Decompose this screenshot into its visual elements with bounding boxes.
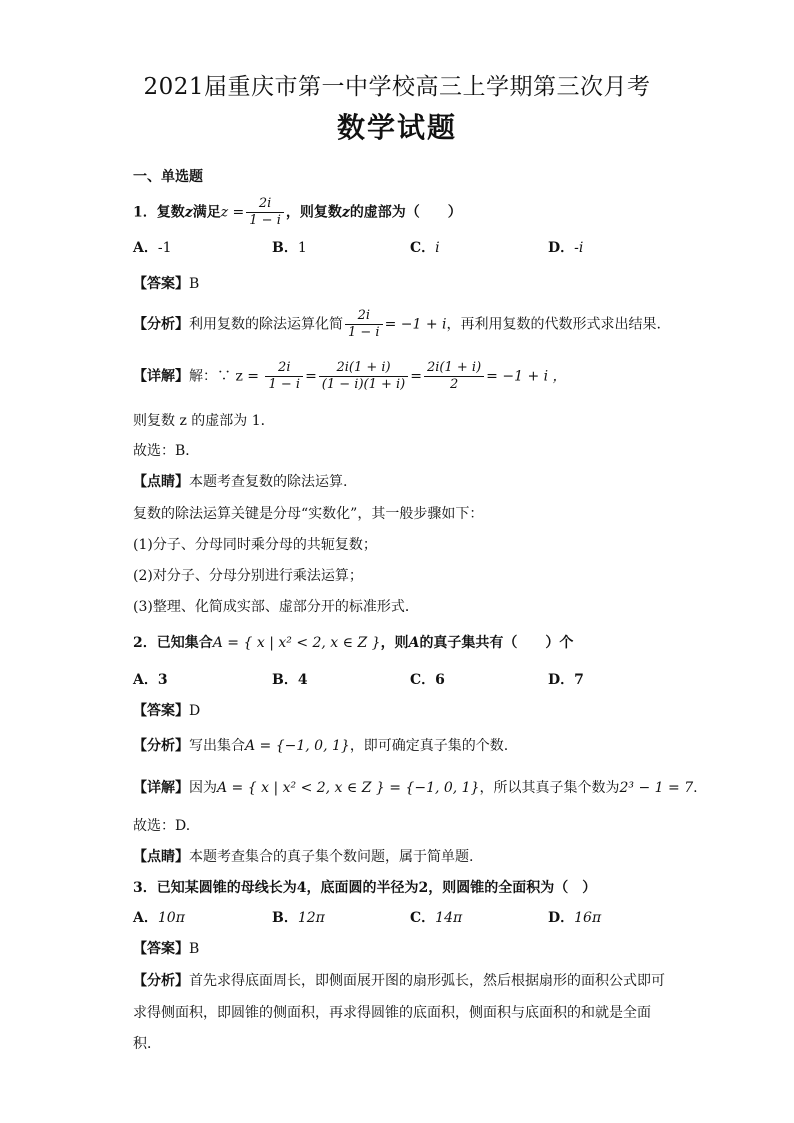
q2-analysis: 【分析】写出集合A = {−1, 0, 1}，即可确定真子集的个数. — [133, 738, 509, 754]
exam-subtitle: 数学试题 — [336, 111, 457, 144]
exam-title: 2021届重庆市第一中学校高三上学期第三次月考 — [143, 74, 651, 100]
q1-answer: 【答案】B — [133, 276, 200, 292]
q1-option-d: D．-i — [548, 240, 584, 256]
q1-comment: 【点睛】本题考查复数的除法运算. — [133, 474, 348, 490]
q3-option-d: D．16π — [548, 910, 602, 926]
q2-comment: 【点睛】本题考查集合的真子集个数问题，属于简单题. — [133, 849, 474, 865]
q1-line-imag: 则复数 z 的虚部为 1． — [133, 413, 275, 429]
q1-stem-fraction: $\frac{2i}{1 - i}$ — [246, 196, 284, 229]
q2-option-c: C．6 — [410, 672, 445, 688]
q3-option-c: C．14π — [410, 910, 463, 926]
q3-analysis-3: 积． — [133, 1036, 161, 1052]
q2-line-choice: 故选：D. — [133, 818, 191, 834]
section-label: 一、单选题 — [133, 169, 203, 185]
q2-option-a: A．3 — [133, 672, 168, 688]
q1-option-a: A．-1 — [133, 240, 172, 256]
q2-detail: 【详解】因为A = { x | x² < 2, x ∈ Z } = {−1, 0, 1}，所以其真子集个数为2³ − 1 = 7. — [133, 780, 698, 796]
q1-analysis: 【分析】利用复数的除法运算化简 $\frac{2i}{1 - i}$ = −1 + i，再利用复数的代数形式求出结果. — [133, 308, 661, 340]
q3-stem: 3．已知某圆锥的母线长为4，底面圆的半径为2，则圆锥的全面积为（ ） — [133, 880, 597, 896]
q1-note-2: (1)分子、分母同时乘分母的共轭复数； — [133, 537, 377, 553]
q2-answer: 【答案】D — [133, 703, 201, 719]
q1-note-1: 复数的除法运算关键是分母“实数化”，其一般步骤如下： — [133, 506, 484, 522]
q1-option-c: C．i — [410, 240, 440, 256]
q1-note-4: (3)整理、化简成实部、虚部分开的标准形式． — [133, 599, 419, 615]
q2-stem: 2．已知集合A = { x | x² < 2, x ∈ Z }，则A的真子集共有（ ）个 — [133, 635, 574, 651]
q3-option-b: B．12π — [272, 910, 325, 926]
q2-option-b: B．4 — [272, 672, 308, 688]
q1-stem: 1．复数z满足z = $\frac{2i}{1 - i}$ ，则复数z的虚部为（ ） — [133, 196, 462, 228]
q2-option-d: D．7 — [548, 672, 584, 688]
q3-analysis-2: 求得侧面积，即圆锥的侧面积，再求得圆锥的底面积，侧面积与底面积的和就是全面 — [133, 1005, 651, 1021]
q1-note-3: (2)对分子、分母分别进行乘法运算； — [133, 568, 363, 584]
q1-line-choice: 故选：B． — [133, 443, 200, 459]
q3-answer: 【答案】B — [133, 941, 200, 957]
q3-analysis-1: 【分析】首先求得底面周长，即侧面展开图的扇形弧长，然后根据扇形的面积公式即可 — [133, 973, 665, 989]
q3-option-a: A．10π — [133, 910, 185, 926]
q1-option-b: B．1 — [272, 240, 307, 256]
q1-detail: 【详解】解：∵ z = $\frac{2i}{1 - i}$ = $\frac{2i(1 + i)}{(1 - i)(1 + i)}$ = $\frac{2i(1 + i)}{2}$ = −1 + i ， — [133, 360, 567, 392]
